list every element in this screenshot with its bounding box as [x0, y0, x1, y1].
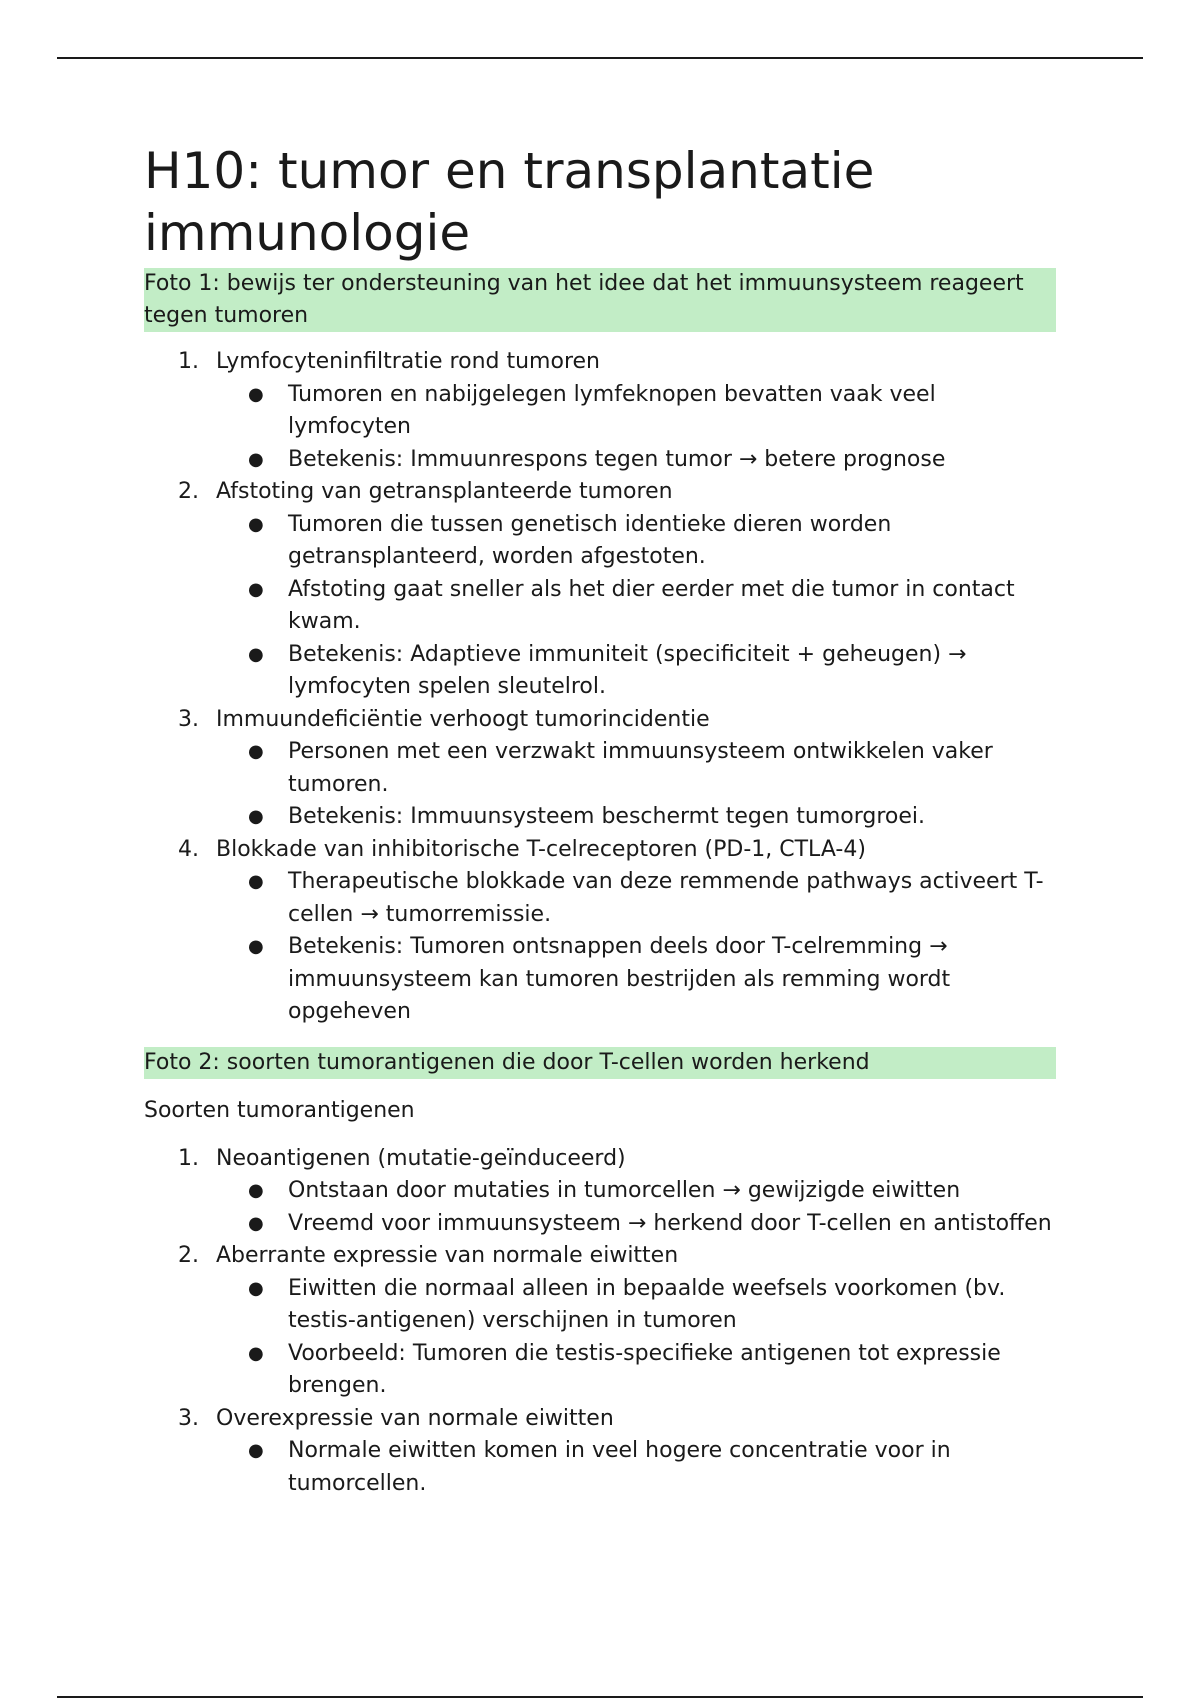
bullet-item: ● Betekenis: Adaptieve immuniteit (specificiteit + geheugen) → lymfocyten spelen sleutelrol.: [216, 639, 1056, 704]
bullet-item: ● Therapeutische blokkade van deze remmende pathways activeert T-cellen → tumorremissie.: [216, 866, 1056, 931]
bullet-item: ● Vreemd voor immuunsysteem → herkend door T-cellen en antistoffen: [216, 1208, 1056, 1241]
bullet-icon: ●: [248, 936, 264, 957]
bullet-icon: ●: [248, 643, 264, 665]
bullet-icon: ●: [248, 741, 264, 762]
bullet-item: ● Betekenis: Immuunrespons tegen tumor → betere prognose: [216, 444, 1056, 477]
footer-rule: [57, 1696, 1143, 1698]
section1-list: [144, 346, 1056, 1029]
page-title: H10: tumor en transplantatie immunologie: [144, 142, 875, 262]
bullet-icon: ●: [248, 871, 264, 892]
bullet-item: ● Eiwitten die normaal alleen in bepaalde weefsels voorkomen (bv. testis-antigenen) verschijnen in tumoren: [216, 1273, 1056, 1338]
bullet-icon: ●: [248, 1212, 264, 1234]
list-item: 2. Afstoting van getransplanteerde tumoren ● Tumoren die tussen genetisch identieke dieren worden getransplanteerd, worden afgestoten. ● Afstoting gaat sneller als het dier eerder met die tumor in contact kwam. ● Betekenis: Adaptieve immuniteit (specificiteit + geheugen) → lymfocyten spelen sleutelrol.: [144, 476, 1056, 704]
bullet-item: ● Tumoren die tussen genetisch identieke dieren worden getransplanteerd, worden afgestoten.: [216, 509, 1056, 574]
bullet-icon: ●: [248, 806, 264, 827]
section2-heading: Foto 2: soorten tumorantigenen die door T-cellen worden herkend: [144, 1047, 1056, 1079]
list-item: 1. Neoantigenen (mutatie-geïnduceerd) ● Ontstaan door mutaties in tumorcellen → gewijzigde eiwitten ● Vreemd voor immuunsysteem → herkend door T-cellen en antistoffen: [144, 1143, 1056, 1241]
bullet-icon: ●: [248, 1180, 264, 1201]
page-content: [144, 140, 1056, 1500]
section1-heading: Foto 1: bewijs ter ondersteuning van het idee dat het immuunsysteem reageert tegen tumoren: [144, 268, 1056, 332]
section2-list: [144, 1143, 1056, 1501]
bullet-icon: ●: [248, 513, 264, 535]
bullet-item: ● Afstoting gaat sneller als het dier eerder met die tumor in contact kwam.: [216, 574, 1056, 639]
bullet-item: ● Personen met een verzwakt immuunsysteem ontwikkelen vaker tumoren.: [216, 736, 1056, 801]
list-item: 3. Overexpressie van normale eiwitten ● Normale eiwitten komen in veel hogere concentratie voor in tumorcellen.: [144, 1403, 1056, 1501]
bullet-item: ● Normale eiwitten komen in veel hogere concentratie voor in tumorcellen.: [216, 1435, 1056, 1500]
bullet-icon: ●: [248, 1440, 264, 1461]
bullet-icon: ●: [248, 383, 264, 405]
list-item: 4. Blokkade van inhibitorische T-celreceptoren (PD-1, CTLA-4) ● Therapeutische blokkade van deze remmende pathways activeert T-cellen → tumorremissie. ● Betekenis: Tumoren ontsnappen deels door T-celremming → immuunsysteem kan tumoren bestrijden als remming wordt opgeheven: [144, 834, 1056, 1029]
bullet-item: ● Tumoren en nabijgelegen lymfeknopen bevatten vaak veel lymfocyten: [216, 379, 1056, 444]
section2-intro: Soorten tumorantigenen: [144, 1097, 415, 1123]
bullet-item: ● Voorbeeld: Tumoren die testis-specifieke antigenen tot expressie brengen.: [216, 1338, 1056, 1403]
bullet-item: ● Ontstaan door mutaties in tumorcellen → gewijzigde eiwitten: [216, 1175, 1056, 1208]
bullet-icon: ●: [248, 1342, 264, 1364]
bullet-icon: ●: [248, 448, 264, 470]
list-item: 3. Immuundeficiëntie verhoogt tumorincidentie ● Personen met een verzwakt immuunsysteem ontwikkelen vaker tumoren. ● Betekenis: Immuunsysteem beschermt tegen tumorgroei.: [144, 704, 1056, 834]
list-item: 2. Aberrante expressie van normale eiwitten ● Eiwitten die normaal alleen in bepaalde weefsels voorkomen (bv. testis-antigenen) verschijnen in tumoren ● Voorbeeld: Tumoren die testis-specifieke antigenen tot expressie brengen.: [144, 1240, 1056, 1403]
bullet-icon: ●: [248, 1277, 264, 1299]
bullet-item: ● Betekenis: Immuunsysteem beschermt tegen tumorgroei.: [216, 801, 1056, 834]
bullet-icon: ●: [248, 578, 264, 600]
header-rule: [57, 57, 1143, 59]
bullet-item: ● Betekenis: Tumoren ontsnappen deels door T-celremming → immuunsysteem kan tumoren bestrijden als remming wordt opgeheven: [216, 931, 1056, 1029]
list-item: 1. Lymfocyteninfiltratie rond tumoren ● Tumoren en nabijgelegen lymfeknopen bevatten vaak veel lymfocyten ● Betekenis: Immuunrespons tegen tumor → betere prognose: [144, 346, 1056, 476]
